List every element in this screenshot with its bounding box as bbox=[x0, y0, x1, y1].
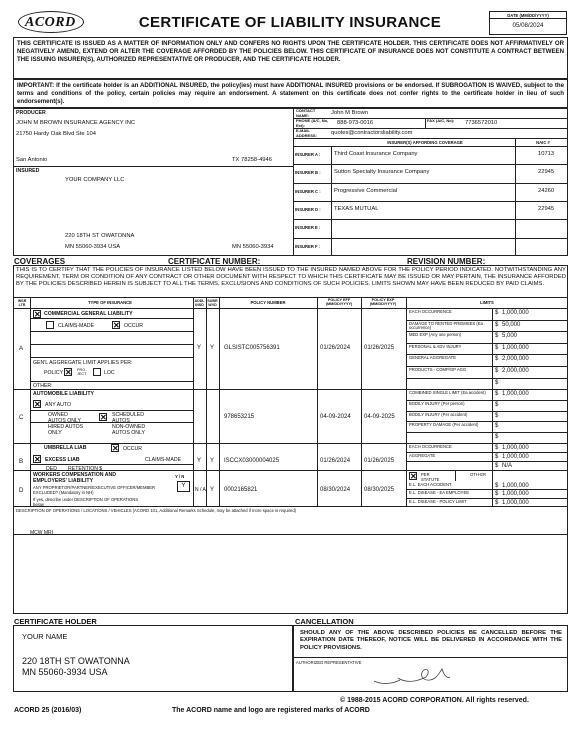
holder-address: 220 18TH ST OWATONNA bbox=[22, 656, 130, 666]
dollar-sign: $ bbox=[495, 321, 499, 328]
producer-city: San Antonio bbox=[16, 157, 48, 163]
loc-checkbox[interactable] bbox=[93, 368, 101, 376]
dollar-sign: $ bbox=[495, 379, 499, 386]
dollar-sign: $ bbox=[495, 434, 499, 441]
limit-value: 1,000,000 bbox=[502, 483, 529, 489]
insurer-label: INSURER B : bbox=[295, 170, 321, 176]
insured-address: 220 18TH ST OWATONNA bbox=[65, 233, 135, 239]
insurer-name: Sutton Specialty Insurance Company bbox=[334, 169, 430, 176]
limit-value: 1,000,000 bbox=[502, 344, 529, 351]
holder-name: YOUR NAME bbox=[22, 632, 68, 641]
limit-label: EACH OCCURRENCE bbox=[409, 309, 452, 314]
insured-city-2: MN 55060-3934 bbox=[232, 244, 274, 250]
limit-value: 1,000,000 bbox=[502, 391, 529, 397]
insurer-naic: 22945 bbox=[538, 169, 555, 176]
limit-label: E.L. DISEASE - POLICY LIMIT bbox=[409, 498, 467, 504]
limit-label: BODILY INJURY (Per person) bbox=[409, 400, 465, 406]
limit-label: MED EXP (Any one person) bbox=[409, 332, 462, 338]
limit-label: DAMAGE TO RENTED PREMISES (Ea occurrence) bbox=[409, 320, 483, 331]
umbrella-policy-number: ISCCX03000004025 bbox=[224, 458, 280, 464]
limit-label: E.L. EACH ACCIDENT bbox=[409, 482, 452, 487]
dollar-sign: $ bbox=[495, 310, 499, 316]
contact-phone: 888-973-0016 bbox=[337, 120, 374, 126]
description-box bbox=[13, 506, 568, 614]
any-auto-checkbox[interactable]: ✕ bbox=[34, 400, 41, 409]
dollar-sign: $ bbox=[495, 483, 499, 489]
limit-value: 1,000,000 bbox=[502, 491, 529, 498]
limit-label: E.L. DISEASE - EA EMPLOYEE bbox=[409, 490, 470, 496]
limit-label: PERSONAL & ADV INJURY bbox=[409, 343, 462, 349]
notice-1: THIS CERTIFICATE IS ISSUED AS A MATTER OF INFORMATION ONLY AND CONFERS NO RIGHTS UPON THE CERTIFICATE HOLDER. THIS CERTIFICATE DOES NOT AFFIRMATIVELY OR NEGATIVELY AMEND, EXTEND OR ALTER THE COVERAGE AFFORDED BY THE POLICIES BELOW. THIS CERTIFICATE OF INSURANCE DOES NOT CONSTITUTE A CONTRACT BETWEEN THE ISSUING INSURER(S), AUTHORIZED REPRESENTATIVE OR PRODUCER, AND THE CERTIFICATE HOLDER. bbox=[13, 37, 568, 79]
insurer-naic: 10713 bbox=[538, 151, 555, 157]
dollar-sign: $ bbox=[495, 344, 499, 351]
dollar-sign: $ bbox=[495, 391, 499, 397]
dollar-sign: $ bbox=[495, 499, 499, 506]
insurer-naic: 22945 bbox=[538, 205, 555, 212]
insured-name: YOUR COMPANY LLC bbox=[65, 177, 125, 183]
excess-checkbox[interactable]: ✕ bbox=[34, 455, 41, 464]
contact-name: John M Brown bbox=[331, 110, 369, 116]
limit-value: 1,000,000 bbox=[502, 445, 529, 451]
dollar-sign: $ bbox=[495, 356, 499, 363]
limit-value: 1,000,000 bbox=[502, 454, 529, 460]
acord-logo: ACORD bbox=[18, 11, 84, 33]
claims-made-checkbox[interactable] bbox=[46, 321, 54, 329]
insurer-name: TEXAS MUTUAL bbox=[334, 205, 379, 212]
dollar-sign: $ bbox=[495, 333, 499, 340]
limit-label: BODILY INJURY (Per accident) bbox=[409, 411, 468, 417]
limit-value: N/A bbox=[502, 463, 513, 469]
dollar-sign: $ bbox=[495, 423, 499, 430]
insurer-naic: 24260 bbox=[538, 187, 555, 194]
holder-city: MN 55060-3934 USA bbox=[22, 667, 108, 677]
producer-address: 21750 Hardy Oak Blvd Ste 104 bbox=[16, 131, 96, 137]
scheduled-checkbox[interactable]: ✕ bbox=[100, 413, 107, 422]
insurer-label: INSURER D : bbox=[295, 206, 321, 212]
limit-value: 50,000 bbox=[502, 321, 521, 328]
limit-value: 2,000,000 bbox=[502, 356, 529, 363]
limit-value: 1,000,000 bbox=[502, 499, 529, 506]
dollar-sign: $ bbox=[495, 368, 499, 374]
limit-label: PRODUCTS - COMP/OP AGG bbox=[409, 367, 467, 372]
insurer-label: INSURER A : bbox=[295, 152, 321, 157]
auto-policy-number: 978653215 bbox=[224, 414, 255, 420]
gl-checkbox[interactable]: ✕ bbox=[34, 310, 41, 319]
dollar-sign: $ bbox=[495, 401, 499, 408]
dollar-sign: $ bbox=[495, 491, 499, 498]
dollar-sign: $ bbox=[495, 454, 499, 460]
gl-policy-number: GLSISTC005756391 bbox=[224, 345, 280, 351]
producer-name: JOHN M BROWN INSURANCE AGENCY INC bbox=[16, 120, 136, 126]
limit-value: 1,000,000 bbox=[502, 310, 529, 316]
insurer-label: INSURER E : bbox=[295, 225, 321, 231]
insurer-label: INSURER C : bbox=[295, 188, 321, 194]
limit-label: EACH OCCURRENCE bbox=[409, 444, 452, 449]
policy-checkbox[interactable]: ✕ bbox=[65, 368, 72, 377]
insurer-name: Progressive Commercial bbox=[334, 187, 398, 194]
limit-label: COMBINED SINGLE LIMIT (Ea accident) bbox=[409, 390, 486, 395]
limit-label: AGGREGATE bbox=[409, 453, 436, 458]
contact-email: quotes@contractorsliability.com bbox=[331, 130, 413, 136]
contact-fax: 7736572010 bbox=[465, 120, 498, 126]
insurer-label: INSURER F : bbox=[295, 243, 321, 249]
per-statute-checkbox[interactable]: ✕ bbox=[410, 472, 417, 481]
limit-label: GENERAL AGGREGATE bbox=[409, 355, 457, 361]
date-value: 05/08/2024 bbox=[512, 22, 544, 29]
producer-state-zip: TX 78258-4946 bbox=[232, 157, 272, 163]
limit-value: 2,000,000 bbox=[502, 368, 529, 374]
dollar-sign: $ bbox=[495, 463, 499, 469]
page-title: CERTIFICATE OF LIABILITY INSURANCE bbox=[138, 14, 442, 31]
signature bbox=[370, 663, 460, 689]
limit-value: 5,000 bbox=[502, 333, 518, 340]
wc-policy-number: 0002165821 bbox=[224, 487, 258, 493]
dollar-sign: $ bbox=[495, 412, 499, 419]
dollar-sign: $ bbox=[495, 445, 499, 451]
notice-2: IMPORTANT: If the certificate holder is an ADDITIONAL INSURED, the policy(ies) must have ADDITIONAL INSURED provisions or be endorsed. If SUBROGATION IS WAIVED, subject to the terms and conditions of the policy, certain policies may require an endorsement. A statement on this certificate does not confer rights to the certificate holder in lieu of such endorsement(s). bbox=[13, 79, 568, 108]
insurer-name: Third Coast Insurance Company bbox=[334, 151, 418, 157]
umbrella-occur-checkbox[interactable]: ✕ bbox=[112, 444, 119, 453]
wc-excluded-box[interactable]: Y bbox=[177, 481, 190, 492]
occur-checkbox[interactable]: ✕ bbox=[113, 321, 120, 330]
description-text: MCW MRI bbox=[30, 530, 54, 536]
limit-label: PROPERTY DAMAGE (Per accident) bbox=[409, 422, 479, 428]
insured-city: MN 55060-3934 USA bbox=[65, 244, 121, 250]
date-box: DATE (MM/DD/YYYY) 05/08/2024 bbox=[489, 11, 567, 35]
